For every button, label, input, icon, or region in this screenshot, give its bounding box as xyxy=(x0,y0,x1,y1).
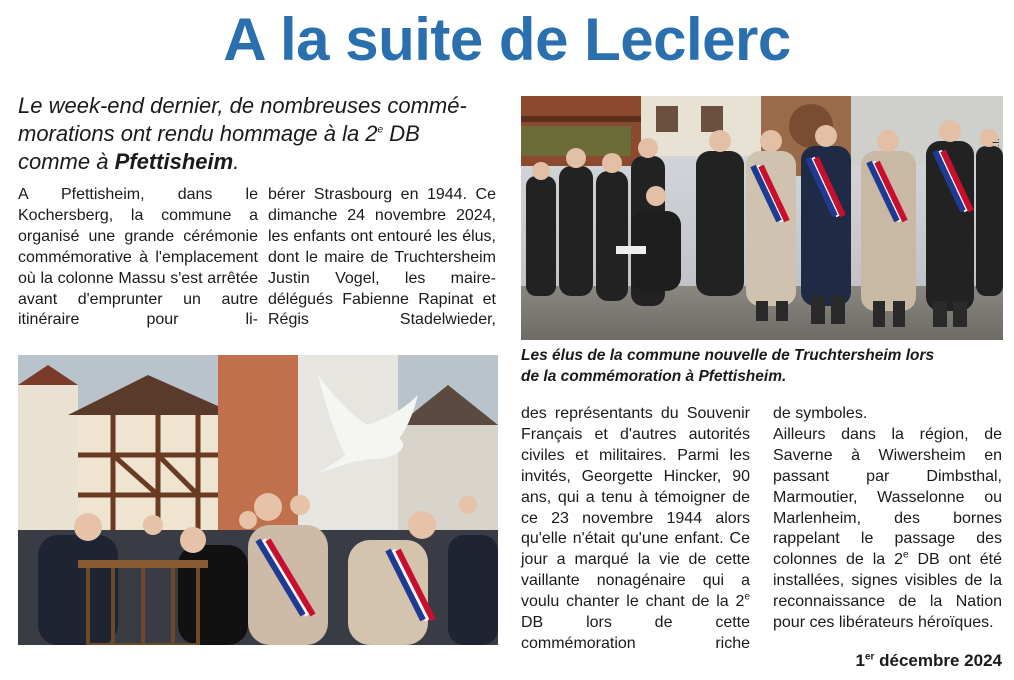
lead-line-1: Le week-end dernier, de nombreuses commé- xyxy=(18,93,467,118)
photo-officials xyxy=(521,96,1003,340)
article-column-3 xyxy=(521,404,750,655)
publication-date: 1er décembre 2024 xyxy=(855,651,1002,670)
photo-caption xyxy=(521,345,1007,387)
column-1-text: A Pfettisheim, dans le Kochersberg, la commune a organisé une grande cérémonie commémorative à l'emplacement où la colonne Massu s'est arrêtée avant d'emprunter un autre itinéraire pour li- xyxy=(18,186,258,329)
headline: A la suite de Leclerc xyxy=(223,6,791,73)
photo-credit: PHOTOS F.MAIGROT/L'A.M.I. xyxy=(991,138,1002,272)
lead-line-3: comme à Pfettisheim. xyxy=(18,149,240,174)
caption-line-1: Les élus de la commune nouvelle de Truchtersheim lors xyxy=(521,347,935,364)
column-4-text-b: Ailleurs dans la région, de Saverne à Wiwersheim en passant par Dimbsthal, Marmoutier, Wasselonne ou Marlenheim, des bornes rappelant le passage des colonnes de la 2e DB ont été installées, signes visibles de la reconnaissance de la Nation pour ces libérateurs héroïques. xyxy=(773,425,1003,632)
article-column-4 xyxy=(773,404,1002,634)
article-column-1 xyxy=(18,185,258,331)
column-3-text: des représentants du Souvenir Français et d'autres autorités civiles et militaires. Parmi les invités, Georgette Hincker, 90 ans, qui a tenu à témoigner de ce 23 novembre 1944 alors qu'elle n'était qu'une enfant. Ce jour a marqué la vie de cette vaillante nonagénaire qui a voulu chanter le chant de la 2e DB lors de cette commémoration riche xyxy=(521,405,750,652)
column-2-text: bérer Strasbourg en 1944. Ce dimanche 24 novembre 2024, les enfants ont entouré les élus, dont le maire de Truchtersheim Justin Vogel, les maire-délégués Fabienne Rapinat et Régis Stadelwieder, xyxy=(268,186,496,329)
lead-line-2: morations ont rendu hommage à la 2e DB xyxy=(18,121,420,146)
article-column-2 xyxy=(268,185,496,331)
column-4-text-a: de symboles. xyxy=(773,405,868,422)
photo-dove-release xyxy=(18,355,498,645)
caption-line-2: de la commémoration à Pfettisheim. xyxy=(521,368,787,385)
lead-paragraph xyxy=(18,92,514,176)
